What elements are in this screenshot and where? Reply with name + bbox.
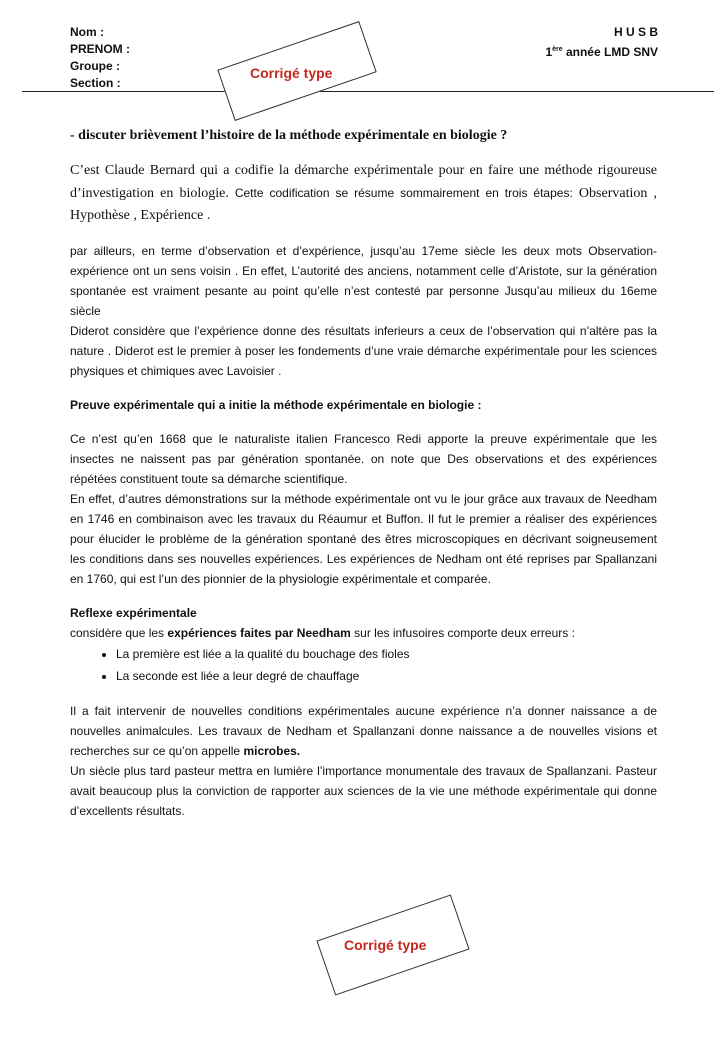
paragraph-redi: Ce n’est qu’en 1668 que le naturaliste italien Francesco Redi apporte la preuve expérimentale que les insectes ne naissent pas par génération spontanée. on note que Des observations et des expériences répétées constituent toute sa démarche scientifique. xyxy=(70,432,657,486)
year-label xyxy=(545,41,658,61)
p7-bold-text: microbes. xyxy=(243,744,301,758)
answer-body xyxy=(70,126,657,821)
year-superscript: ère xyxy=(552,46,563,53)
stamp-label-top: Corrigé type xyxy=(250,65,333,81)
p6-text-b: sur les infusoires comporte deux erreurs : xyxy=(350,626,575,640)
p6-text-a: considère que les xyxy=(70,626,168,640)
paragraph-erreurs xyxy=(70,623,657,643)
course-info-block xyxy=(545,24,658,61)
paragraph-observation: par ailleurs, en terme d’observation et d’expérience, jusqu’au 17eme siècle les deux mots Observation-expérience ont un sens voisin . En effet, L’autorité des anciens, notamment celle d’Aristote, sur la génération spontanée est vraiment pesante au point qu’elle n’est contesté par personne Jusqu’au milieux du 16eme siècle xyxy=(70,244,657,318)
paragraph-diderot: Diderot considère que l’expérience donne des résultats inferieurs a ceux de l’observation qui n’altère pas la nature . Diderot est le premier à poser les fondements d’une vraie démarche expérimentale pour les sciences physiques et chimiques avec Lavoisier . xyxy=(70,324,657,378)
nom-label: Nom : xyxy=(70,25,104,39)
list-item: • La seconde est liée a leur degré de chauffage xyxy=(116,665,657,687)
p1-serif-text: C’est Claude Bernard qui a codifie la démarche expérimentale pour en faire une méthode rigoureuse d’investigation en biologie. xyxy=(70,163,657,201)
question-title: - discuter brièvement l’histoire de la méthode expérimentale en biologie ? xyxy=(70,128,508,143)
stamp-label-bottom: Corrigé type xyxy=(344,937,427,953)
errors-list xyxy=(70,643,657,687)
header-rule xyxy=(22,91,714,92)
heading-reflexe: Reflexe expérimentale xyxy=(70,606,197,620)
paragraph-claude-bernard xyxy=(70,160,657,227)
prenom-label: PRENOM : xyxy=(70,42,130,56)
student-info-block xyxy=(70,24,130,92)
section-label: Section : xyxy=(70,76,121,90)
year-number: 1 xyxy=(545,45,553,59)
p1-sans-text: Cette codification se résume sommairement en trois étapes: xyxy=(228,186,573,200)
heading-preuve: Preuve expérimentale qui a initie la méthode expérimentale en biologie : xyxy=(70,398,482,412)
institution-label: H U S B xyxy=(613,25,658,39)
year-text: année LMD SNV xyxy=(562,45,658,59)
list-item: • La première est liée a la qualité du bouchage des fioles xyxy=(116,643,657,665)
p7-text: Il a fait intervenir de nouvelles conditions expérimentales aucune expérience n’a donner naissance a de nouvelles animalcules. Les travaux de Nedham et Spallanzani donne naissance a de nouvelles visions et recherches sur ce qu’on appelle xyxy=(70,704,657,758)
p1-steps-text: Observation , Hypothèse , Expérience . xyxy=(70,186,657,223)
paragraph-spallanzani xyxy=(70,701,657,761)
p6-bold-text: expériences faites par Needham xyxy=(167,626,351,640)
groupe-label: Groupe : xyxy=(70,59,120,73)
paragraph-pasteur: Un siècle plus tard pasteur mettra en lumière l’importance monumentale des travaux de Spallanzani. Pasteur avait beaucoup plus la conviction de rapporter aux sciences de la vie une méthode expérimentale qui donne d’excellents résultats. xyxy=(70,764,657,818)
paragraph-needham: En effet, d’autres démonstrations sur la méthode expérimentale ont vu le jour grâce aux travaux de Needham en 1746 en combinaison avec les travaux du Réaumur et Buffon. Il fut le premier a réaliser des expériences pour élucider le problème de la génération spontané des êtres microscopiques en décrivant soigneusement les conditions dans ses nouvelles expériences. Les expériences de Nedham ont été reprises par Spallanzani en 1760, qui est l’un des pionnier de la physiologie expérimentale et comparée. xyxy=(70,492,657,586)
